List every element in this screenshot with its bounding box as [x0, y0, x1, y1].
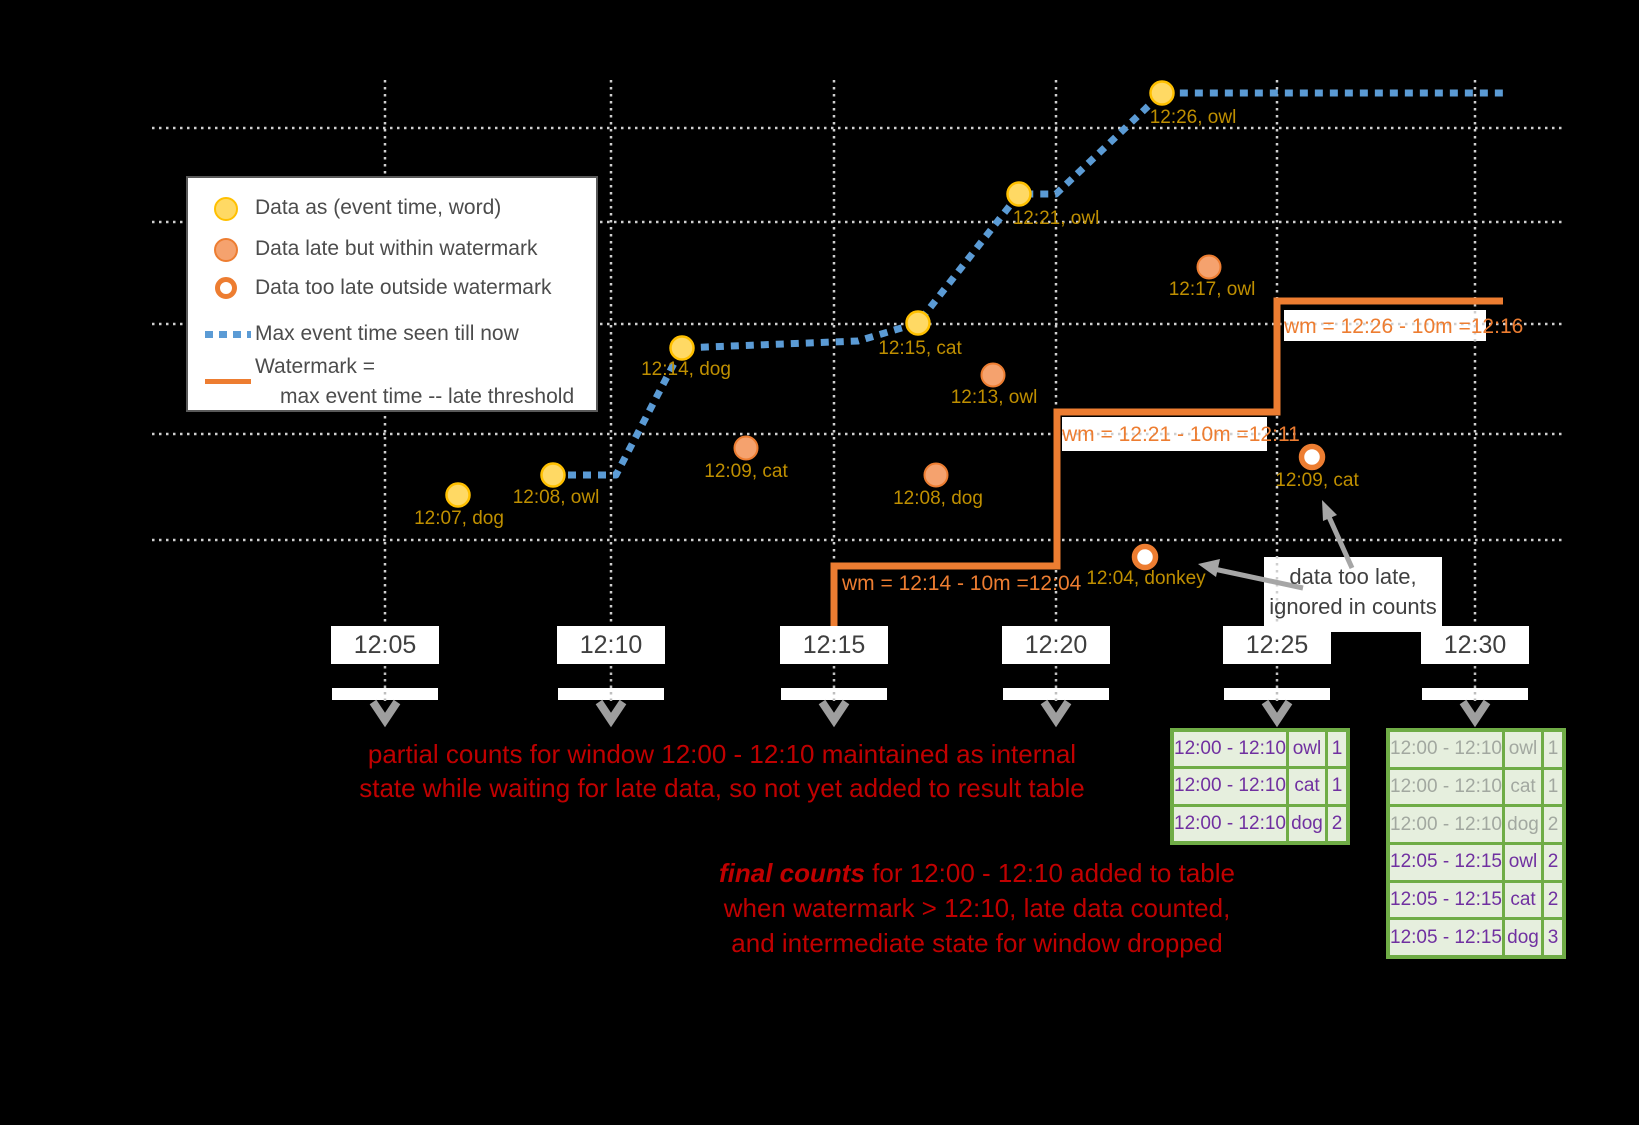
tick-12-30: 12:30 [1421, 626, 1529, 664]
too-late-note-line1: data too late, [1289, 564, 1417, 589]
event-label: 12:08, dog [893, 488, 983, 509]
event-label: 12:26, owl [1149, 107, 1237, 128]
watermark-label-3: wm = 12:26 - 10m =12:16 [1284, 315, 1524, 338]
final-counts-note [692, 856, 1262, 961]
final-counts-line1-rest: for 12:00 - 12:10 added to table [864, 858, 1235, 888]
event-dot-late [1198, 256, 1221, 279]
table-cell-count: 2 [1544, 807, 1562, 842]
down-arrow-icon [373, 702, 397, 720]
table-cell-window: 12:00 - 12:10 [1390, 807, 1502, 842]
event-dot-too-late [1135, 547, 1156, 568]
table-cell-word: cat [1505, 770, 1541, 805]
watermark-label-1: wm = 12:14 - 10m =12:04 [842, 572, 1082, 595]
final-counts-line1 [692, 856, 1262, 891]
partial-counts-line2: state while waiting for late data, so not yet added to result table [359, 773, 1085, 803]
table-cell-window: 12:00 - 12:10 [1174, 807, 1286, 841]
event-dot-on-time [542, 464, 565, 487]
table-cell-count: 3 [1544, 920, 1562, 955]
tick-arrowheads [373, 702, 1487, 720]
up-arrowhead-icon [1322, 500, 1337, 521]
event-dot-on-time [907, 312, 930, 335]
on-time-dot-icon [214, 197, 238, 221]
tick-12-05: 12:05 [331, 626, 439, 664]
event-label: 12:13, owl [950, 387, 1038, 408]
event-dot-late [982, 364, 1005, 387]
event-dot-on-time [447, 484, 470, 507]
tick-12-25: 12:25 [1223, 626, 1331, 664]
blue-dashed-line-icon [205, 331, 251, 338]
partial-counts-note [337, 737, 1107, 805]
final-counts-emphasis: final counts [719, 858, 865, 888]
table-cell-count: 1 [1328, 732, 1346, 766]
event-dot-too-late [1302, 447, 1323, 468]
table-cell-window: 12:00 - 12:10 [1174, 769, 1286, 803]
legend-label: Max event time seen till now [255, 322, 519, 345]
event-label: 12:21, owl [1012, 208, 1100, 229]
event-label: 12:15, cat [878, 338, 962, 359]
table-cell-window: 12:05 - 12:15 [1390, 883, 1502, 918]
table-cell-word: cat [1505, 883, 1541, 918]
table-cell-word: dog [1505, 920, 1541, 955]
orange-line-icon [205, 379, 251, 384]
down-arrow-icon [599, 702, 623, 720]
too-late-note [1264, 562, 1442, 622]
legend-label: Watermark = [255, 355, 375, 378]
legend [186, 176, 598, 412]
down-arrow-icon [1463, 702, 1487, 720]
table-cell-window: 12:00 - 12:10 [1390, 770, 1502, 805]
table-cell-word: dog [1289, 807, 1325, 841]
event-label: 12:14, dog [641, 359, 731, 380]
too-late-dots [1135, 447, 1323, 568]
table-cell-word: owl [1505, 845, 1541, 880]
event-dot-on-time [1008, 183, 1031, 206]
tick-12-20: 12:20 [1002, 626, 1110, 664]
tick-12-10: 12:10 [557, 626, 665, 664]
max-event-time-line [553, 93, 1524, 475]
event-label: 12:04, donkey [1086, 568, 1206, 589]
result-table-12-25 [1170, 728, 1350, 845]
event-dot-late [735, 437, 758, 460]
final-counts-line2: when watermark > 12:10, late data counted, [723, 893, 1231, 923]
table-cell-word: owl [1289, 732, 1325, 766]
table-cell-window: 12:00 - 12:10 [1174, 732, 1286, 766]
legend-label: Data as (event time, word) [255, 196, 502, 219]
too-late-dot-icon [215, 277, 237, 299]
table-cell-count: 2 [1328, 807, 1346, 841]
late-dots [735, 256, 1221, 487]
watermark-label-2: wm = 12:21 - 10m =12:11 [1062, 423, 1300, 446]
table-cell-window: 12:00 - 12:10 [1390, 732, 1502, 767]
event-dot-late [925, 464, 948, 487]
table-cell-count: 1 [1544, 732, 1562, 767]
table-cell-word: cat [1289, 769, 1325, 803]
table-cell-window: 12:05 - 12:15 [1390, 845, 1502, 880]
event-dot-on-time [1151, 82, 1174, 105]
down-arrow-icon [1265, 702, 1289, 720]
event-dot-on-time [671, 337, 694, 360]
table-cell-count: 1 [1328, 769, 1346, 803]
table-cell-count: 2 [1544, 845, 1562, 880]
partial-counts-line1: partial counts for window 12:00 - 12:10 maintained as internal [367, 739, 1077, 769]
table-cell-word: owl [1505, 732, 1541, 767]
result-table-12-30 [1386, 728, 1566, 959]
event-label: 12:17, owl [1168, 279, 1256, 300]
too-late-note-line2: ignored in counts [1269, 594, 1437, 619]
tick-12-15: 12:15 [780, 626, 888, 664]
legend-label: Data too late outside watermark [255, 276, 552, 299]
final-counts-line3: and intermediate state for window dropped [731, 928, 1223, 958]
event-label: 12:08, owl [512, 487, 600, 508]
tick-strips [332, 688, 1528, 700]
event-label: 12:09, cat [704, 461, 788, 482]
table-cell-window: 12:05 - 12:15 [1390, 920, 1502, 955]
legend-label: Data late but within watermark [255, 237, 538, 260]
legend-label-line2: max event time -- late threshold [280, 385, 575, 408]
event-label: 12:07, dog [414, 508, 504, 529]
table-cell-count: 2 [1544, 883, 1562, 918]
table-cell-count: 1 [1544, 770, 1562, 805]
down-arrow-icon [822, 702, 846, 720]
event-label: 12:09, cat [1275, 470, 1359, 491]
table-cell-word: dog [1505, 807, 1541, 842]
down-arrow-icon [1044, 702, 1068, 720]
late-dot-icon [214, 238, 238, 262]
